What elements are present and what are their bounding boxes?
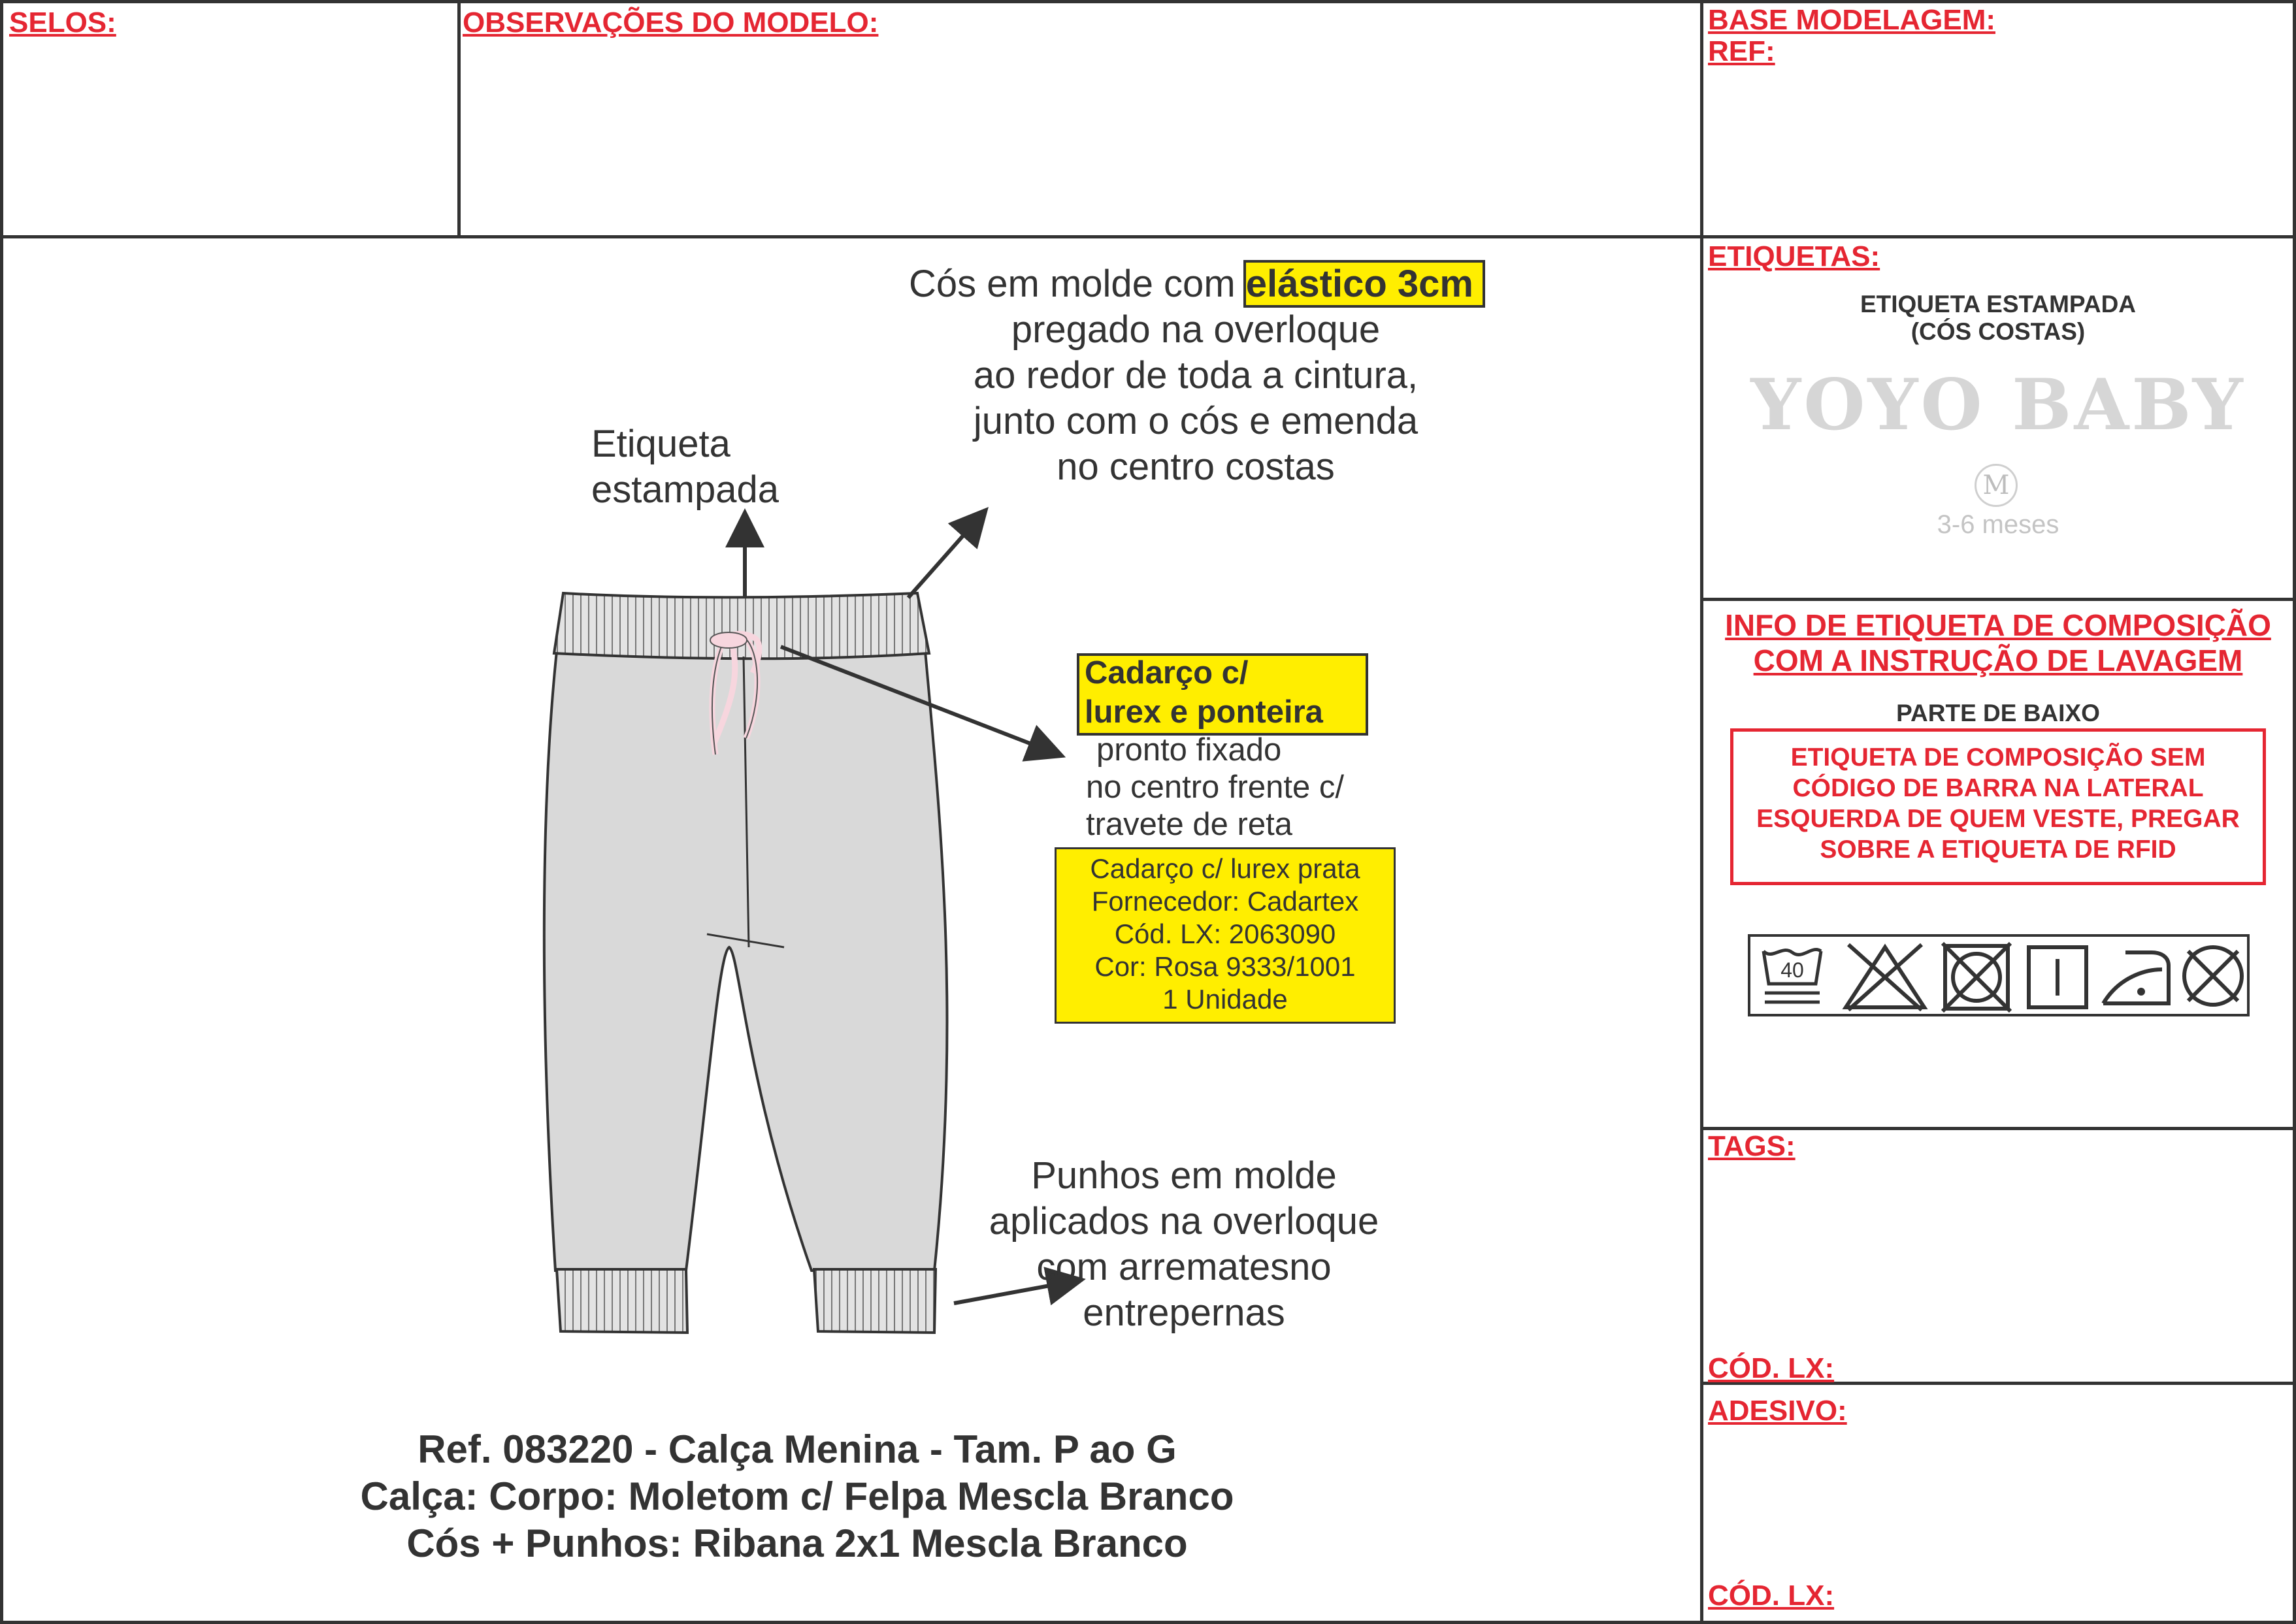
waistband-note-prefix: Cós em molde com: [909, 263, 1236, 305]
etiquetas-label: ETIQUETAS:: [1708, 240, 1880, 272]
product-line1: Ref. 083220 - Calça Menina - Tam. P ao G: [418, 1427, 1177, 1471]
adesivo-cod-label: CÓD. LX:: [1708, 1580, 1835, 1612]
cuffs-note-line1: Punhos em molde: [1031, 1154, 1337, 1197]
line-dry-icon: [2025, 943, 2090, 1011]
waistband-highlight: elástico 3cm: [1246, 263, 1483, 305]
iron-low-icon: [2099, 946, 2173, 1009]
wash-temp: 40: [1780, 958, 1804, 982]
supplier-info: [1055, 853, 1396, 1016]
size-badge: [1975, 464, 2018, 507]
warning-line3: ESQUERDA DE QUEM VESTE, PREGAR: [1756, 805, 2240, 833]
composicao-title-line2: COM A INSTRUÇÃO DE LAVAGEM: [1753, 643, 2243, 677]
composicao-title: [1700, 608, 2296, 678]
drawstring-note: [1086, 732, 1344, 843]
drawstring-highlight: [1085, 653, 1323, 732]
waistband-note-line3: ao redor de toda a cintura,: [973, 354, 1419, 397]
no-tumble-dry-icon: [1940, 941, 2013, 1014]
warning-line1: ETIQUETA DE COMPOSIÇÃO SEM: [1790, 743, 2206, 771]
drawstring-note-line4: no centro frente c/: [1086, 770, 1344, 805]
no-dry-clean-icon: [2179, 942, 2247, 1010]
waistband-note-line5: no centro costas: [1057, 446, 1335, 488]
supplier-line1: Cadarço c/ lurex prata: [1090, 853, 1360, 884]
observacoes-label: OBSERVAÇÕES DO MODELO:: [463, 7, 879, 39]
care-symbols-box: [1748, 934, 2250, 1016]
supplier-line2: Fornecedor: Cadartex: [1091, 886, 1359, 917]
supplier-line4: Cor: Rosa 9333/1001: [1094, 951, 1356, 982]
drawstring-note-line5: travete de reta: [1086, 807, 1292, 842]
composicao-title-line1: INFO DE ETIQUETA DE COMPOSIÇÃO: [1725, 608, 2271, 642]
no-bleach-icon: [1841, 942, 1929, 1013]
selos-label: SELOS:: [9, 7, 116, 39]
composicao-warning-box: [1730, 728, 2266, 885]
label-note: [591, 421, 779, 513]
cuffs-note-line2: aplicados na overloque: [989, 1200, 1379, 1242]
cuffs-note-line4: entrepernas: [1083, 1291, 1285, 1334]
composicao-subtitle: PARTE DE BAIXO: [1896, 700, 2100, 726]
drawstring-note-line3: pronto fixado: [1096, 732, 1282, 768]
cuffs-note: [923, 1153, 1445, 1336]
size-range: 3-6 meses: [1937, 510, 2059, 539]
tags-cod-label: CÓD. LX:: [1708, 1352, 1835, 1384]
waistband-note-line4: junto com o cós e emenda: [973, 400, 1419, 442]
base-modelagem-label: BASE MODELAGEM:: [1708, 4, 1995, 36]
label-note-line2: estampada: [591, 468, 779, 511]
adesivo-label: ADESIVO:: [1708, 1395, 1847, 1427]
wash-40-icon: [1760, 943, 1825, 1011]
label-note-line1: Etiqueta: [591, 423, 730, 465]
waistband-note-line2: pregado na overloque: [1011, 308, 1381, 351]
product-line3: Cós + Punhos: Ribana 2x1 Mescla Branco: [406, 1521, 1188, 1565]
drawstring-highlight-line1: Cadarço c/: [1085, 655, 1249, 690]
drawstring-highlight-line2: lurex e ponteira: [1085, 694, 1323, 730]
warning-line2: CÓDIGO DE BARRA NA LATERAL: [1792, 774, 2204, 802]
brand-logo: YOYO BABY: [1750, 364, 2246, 446]
product-description: [196, 1426, 1398, 1567]
tags-label: TAGS:: [1708, 1130, 1796, 1162]
etiqueta-title-line1: ETIQUETA ESTAMPADA: [1860, 291, 2137, 317]
supplier-line3: Cód. LX: 2063090: [1114, 918, 1336, 949]
waistband-note: [869, 261, 1522, 490]
ref-label: REF:: [1708, 35, 1775, 67]
size-letter: M: [1982, 470, 2010, 500]
supplier-line5: 1 Unidade: [1162, 984, 1288, 1015]
etiqueta-title: [1700, 291, 2296, 346]
product-line2: Calça: Corpo: Moletom c/ Felpa Mescla Branco: [360, 1474, 1234, 1518]
warning-line4: SOBRE A ETIQUETA DE RFID: [1820, 836, 2176, 864]
cuffs-note-line3: com arrematesno: [1036, 1246, 1332, 1288]
etiqueta-title-line2: (CÓS COSTAS): [1911, 318, 2086, 345]
